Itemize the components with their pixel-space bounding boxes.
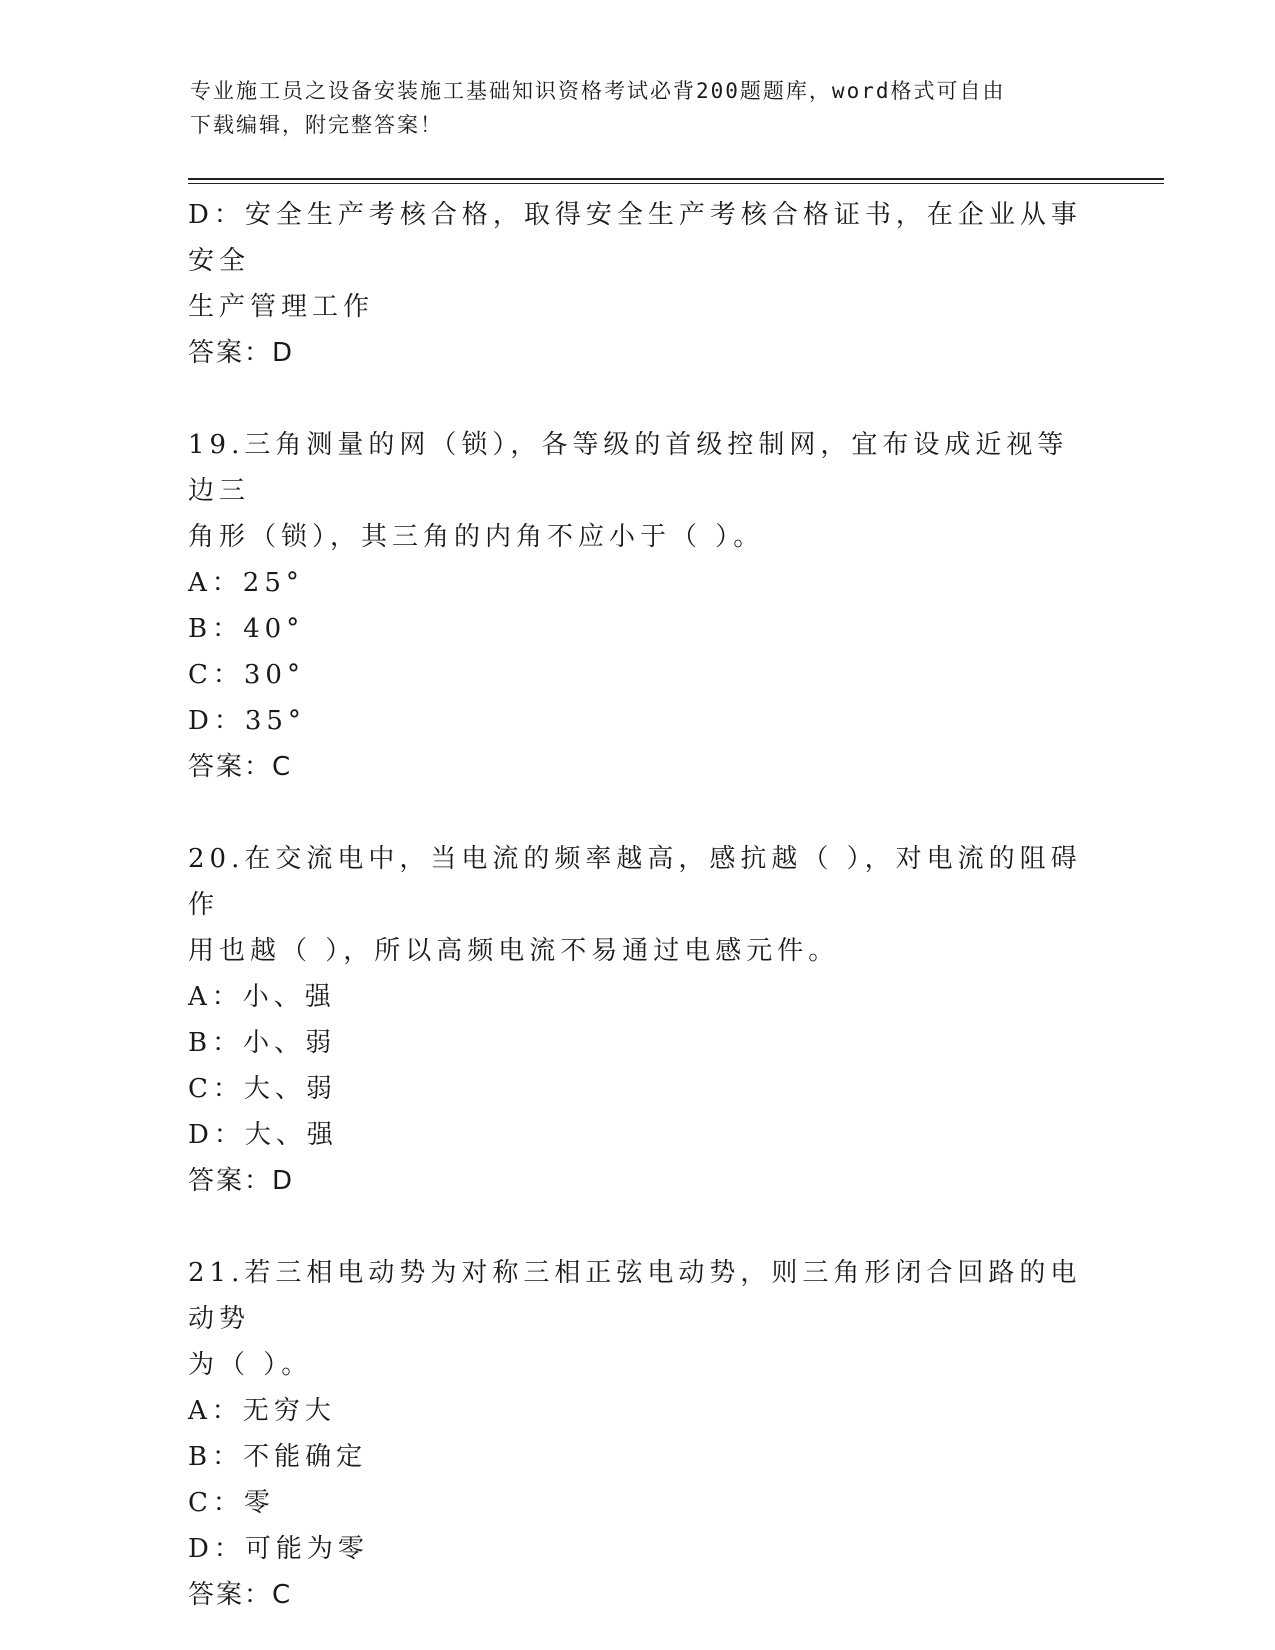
question-stem-line-1: 21.若三相电动势为对称三相正弦电动势，则三角形闭合回路的电动势	[188, 1258, 1082, 1334]
document-header	[190, 74, 1080, 142]
question-stem-line-2: 为（ ）。	[188, 1350, 313, 1380]
answer-line: 答案：C	[188, 1580, 293, 1610]
header-divider-thick	[188, 178, 1164, 180]
question-stem-line-2: 角形（锁），其三角的内角不应小于（ ）。	[188, 522, 765, 552]
question-18-continuation	[188, 192, 1088, 376]
answer-line: 答案：D	[188, 338, 295, 368]
option-d-line-1: D：安全生产考核合格，取得安全生产考核合格证书，在企业从事安全	[188, 200, 1082, 276]
option-b: B：40°	[188, 614, 305, 644]
option-a: A：25°	[188, 568, 304, 598]
option-b: B：小、弱	[188, 1028, 337, 1058]
answer-line: 答案：D	[188, 1166, 295, 1196]
question-21	[188, 1250, 1088, 1618]
option-d: D：35°	[188, 706, 306, 736]
option-b: B：不能确定	[188, 1442, 368, 1472]
question-stem-line-2: 用也越（ ），所以高频电流不易通过电感元件。	[188, 936, 840, 966]
question-stem-line-1: 20.在交流电中，当电流的频率越高，感抗越（ ），对电流的阻碍作	[188, 844, 1082, 920]
question-20	[188, 836, 1088, 1204]
question-stem-line-1: 19.三角测量的网（锁），各等级的首级控制网，宜布设成近视等边三	[188, 430, 1069, 506]
option-c: C：30°	[188, 660, 305, 690]
header-line-1: 专业施工员之设备安装施工基础知识资格考试必背200题题库，word格式可自由	[190, 79, 1006, 103]
document-body	[188, 192, 1088, 1618]
option-a: A：无穷大	[188, 1396, 336, 1426]
header-line-2: 下载编辑，附完整答案！	[190, 113, 443, 137]
header-divider-thin	[188, 183, 1164, 184]
option-d: D：大、强	[188, 1120, 338, 1150]
option-c: C：零	[188, 1488, 275, 1518]
option-d-line-2: 生产管理工作	[188, 292, 375, 322]
option-a: A：小、强	[188, 982, 336, 1012]
option-c: C：大、弱	[188, 1074, 337, 1104]
option-d: D：可能为零	[188, 1534, 369, 1564]
answer-line: 答案：C	[188, 752, 293, 782]
question-19	[188, 422, 1088, 790]
